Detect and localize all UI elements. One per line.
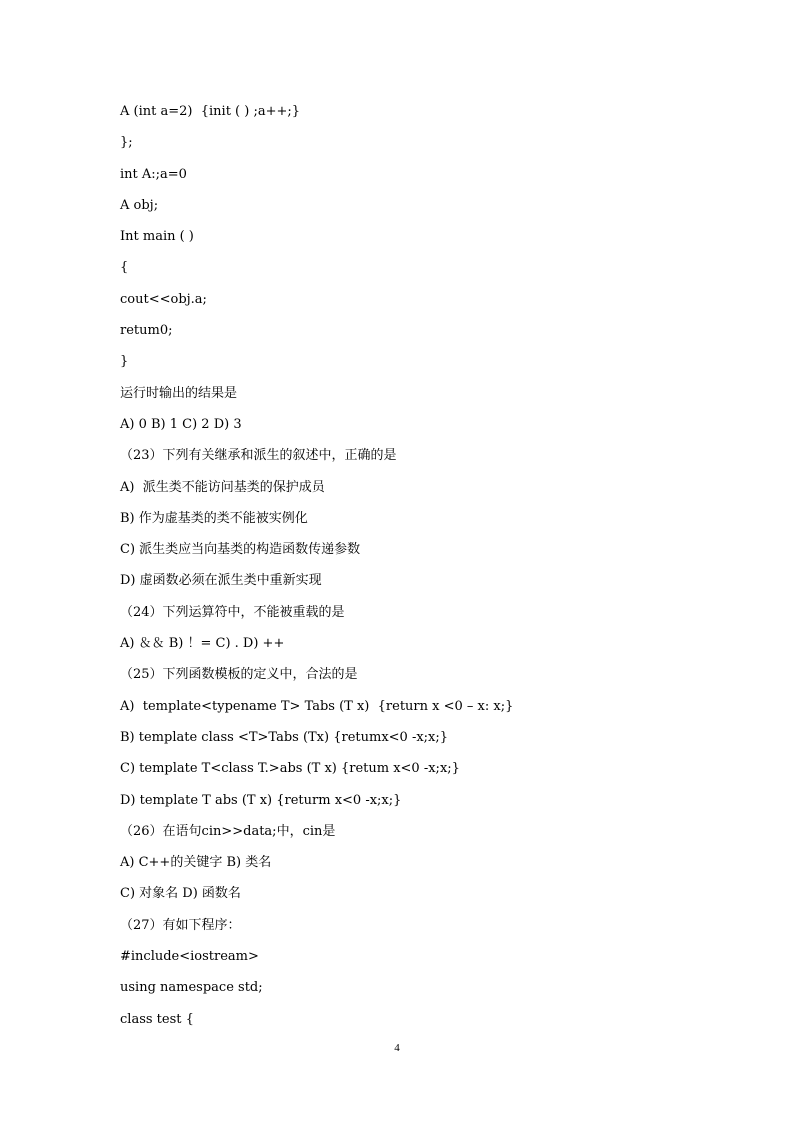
code-line: using namespace std; bbox=[120, 980, 263, 996]
code-line: class test { bbox=[120, 1011, 194, 1027]
answer-options: A) 0 B) 1 C) 2 D) 3 bbox=[120, 416, 242, 432]
text-line: { bbox=[120, 260, 129, 276]
answer-options: A) C++的关键字 B) 类名 bbox=[120, 855, 272, 871]
answer-option: B) 作为虚基类的类不能被实例化 bbox=[120, 510, 308, 526]
document-body bbox=[120, 102, 740, 1041]
answer-option: C) template T<class T.>abs (T x) {retum x<0 -x;x;} bbox=[120, 761, 460, 777]
text-line: retum0; bbox=[120, 323, 173, 339]
text-line: }; bbox=[120, 135, 133, 151]
question-heading: （26）在语句cin>>data;中，cin是 bbox=[120, 823, 336, 839]
text-line: A obj; bbox=[120, 197, 159, 213]
question-heading: （27）有如下程序： bbox=[120, 917, 241, 933]
text-line: Int main ( ) bbox=[120, 229, 194, 245]
question-heading: （24）下列运算符中，不能被重载的是 bbox=[120, 604, 345, 620]
code-line: #include<iostream> bbox=[120, 949, 259, 965]
question-prompt: 运行时输出的结果是 bbox=[120, 385, 238, 401]
question-heading: （23）下列有关继承和派生的叙述中，正确的是 bbox=[120, 448, 397, 464]
text-line: } bbox=[120, 354, 129, 370]
answer-option: D) 虚函数必须在派生类中重新实现 bbox=[120, 573, 322, 589]
text-line: A (int a=2) {init ( ) ;a++;} bbox=[120, 104, 301, 119]
answer-options: A) ＆＆ B) ！= C) . D) ++ bbox=[120, 636, 285, 652]
text-line: cout<<obj.a; bbox=[120, 291, 207, 307]
answer-option: C) 派生类应当向基类的构造函数传递参数 bbox=[120, 542, 361, 558]
answer-options: C) 对象名 D) 函数名 bbox=[120, 886, 241, 902]
answer-option: A) 派生类不能访问基类的保护成员 bbox=[120, 479, 325, 495]
answer-option: D) template T abs (T x) {returm x<0 -x;x;} bbox=[120, 792, 402, 808]
page-number: 4 bbox=[394, 1042, 400, 1054]
answer-option: B) template class <T>Tabs (Tx) {retumx<0 -x;x;} bbox=[120, 729, 449, 745]
answer-option: A) template<typename T> Tabs (T x) {return x <0 – x: x;} bbox=[120, 698, 514, 714]
question-heading: （25）下列函数模板的定义中，合法的是 bbox=[120, 667, 358, 683]
text-line: int A:;a=0 bbox=[120, 166, 187, 182]
